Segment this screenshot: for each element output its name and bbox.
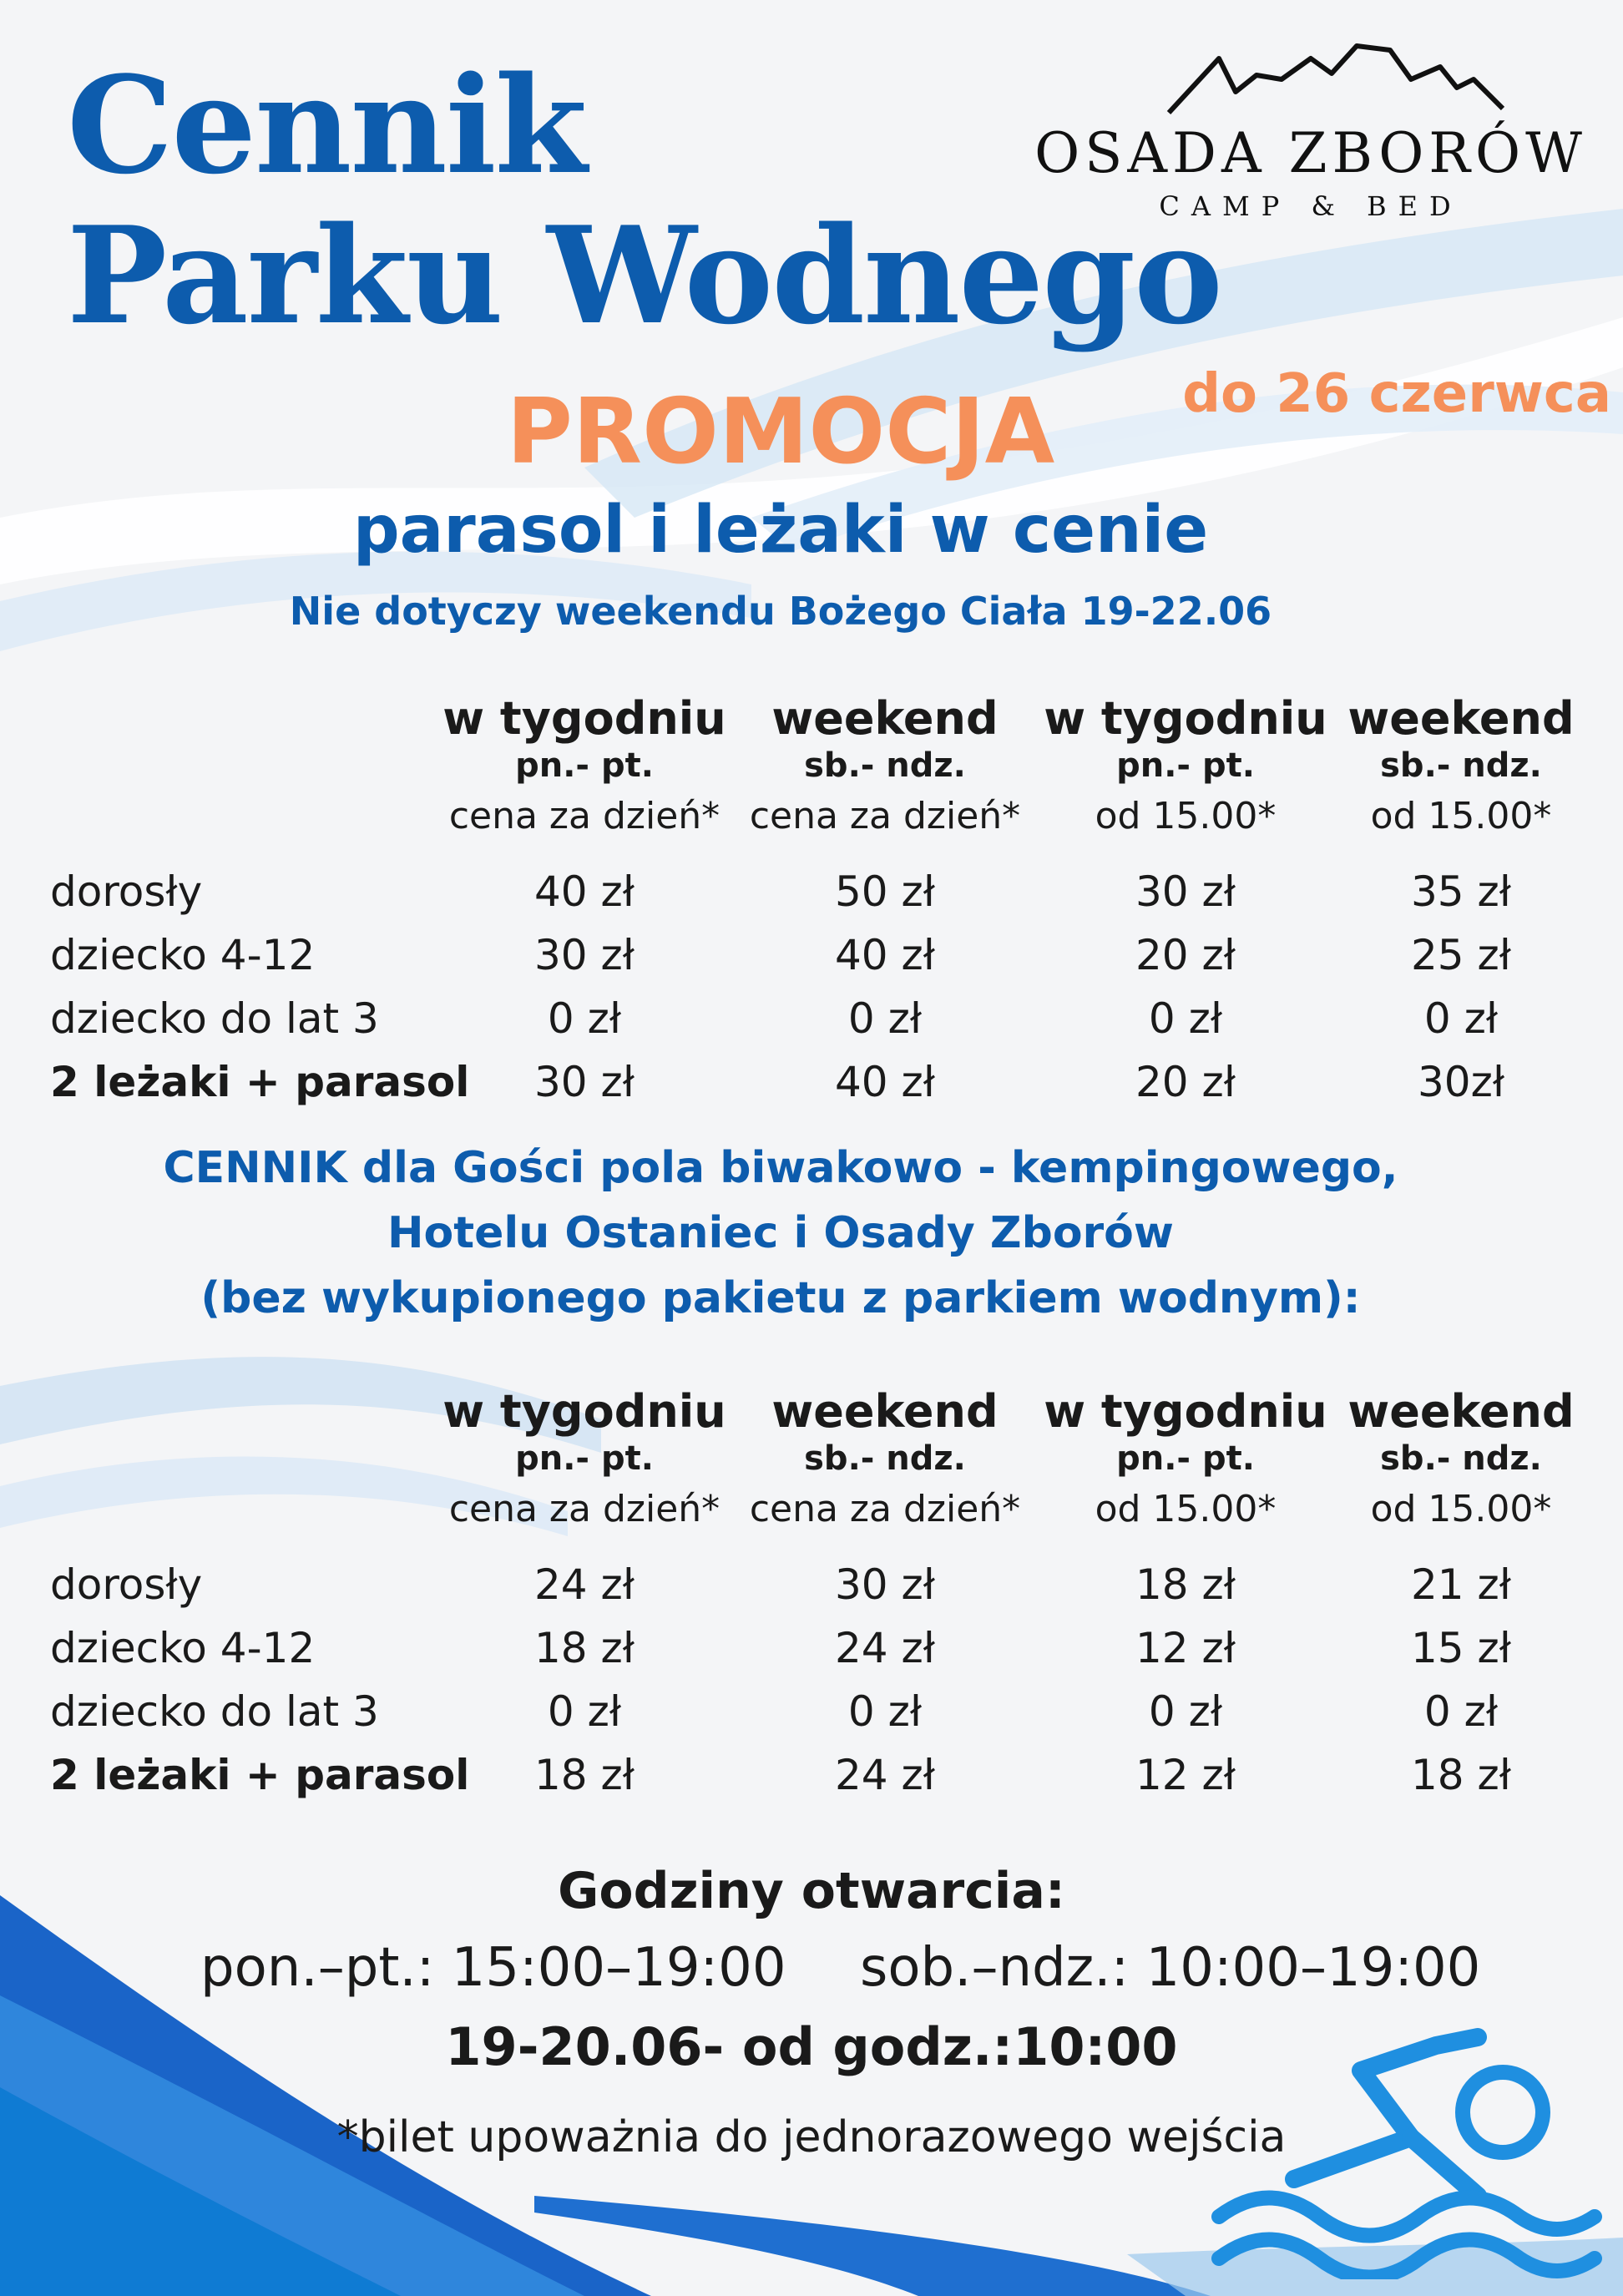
column-note: od 15.00* bbox=[1370, 1488, 1552, 1530]
mountain-logo-icon bbox=[1019, 42, 1603, 134]
page-title-line1: Cennik bbox=[67, 47, 586, 204]
row-label: dziecko 4-12 bbox=[50, 1624, 316, 1672]
row-label: dorosły bbox=[50, 1560, 203, 1609]
brand-name: OSADA ZBORÓW bbox=[1034, 121, 1587, 185]
table-header bbox=[50, 1386, 1586, 1553]
column-header bbox=[1311, 693, 1611, 842]
row-label: 2 leżaki + parasol bbox=[50, 1058, 470, 1106]
price-cell: 30 zł bbox=[835, 1560, 935, 1609]
table-row bbox=[50, 1743, 1586, 1807]
price-cell: 18 zł bbox=[1411, 1751, 1511, 1799]
swimmer-icon bbox=[1202, 2012, 1603, 2279]
table-row bbox=[50, 923, 1586, 987]
price-cell: 0 zł bbox=[1148, 994, 1223, 1043]
price-cell: 30zł bbox=[1417, 1058, 1505, 1106]
column-header bbox=[434, 693, 735, 842]
row-label: dziecko 4-12 bbox=[50, 931, 316, 979]
column-header bbox=[735, 693, 1035, 842]
column-days: pn.- pt. bbox=[515, 746, 654, 785]
hours-weekdays: pon.–pt.: 15:00–19:00 bbox=[200, 1937, 786, 1999]
column-title: w tygodniu bbox=[1044, 692, 1327, 745]
price-cell: 12 zł bbox=[1135, 1624, 1236, 1672]
column-header bbox=[1035, 1386, 1336, 1535]
price-cell: 24 zł bbox=[534, 1560, 635, 1609]
column-days: pn.- pt. bbox=[1116, 1439, 1255, 1478]
hours-weekend: sob.–ndz.: 10:00–19:00 bbox=[860, 1937, 1481, 1999]
column-days: sb.- ndz. bbox=[1380, 746, 1542, 785]
price-cell: 0 zł bbox=[847, 994, 923, 1043]
table-row bbox=[50, 1680, 1586, 1743]
price-cell: 0 zł bbox=[847, 1687, 923, 1736]
column-header bbox=[1311, 1386, 1611, 1535]
column-note: od 15.00* bbox=[1370, 795, 1552, 837]
price-cell: 40 zł bbox=[835, 1058, 935, 1106]
column-note: cena za dzień* bbox=[749, 795, 1021, 837]
price-cell: 30 zł bbox=[1135, 867, 1236, 916]
table-row bbox=[50, 1553, 1586, 1616]
hours-title: Godziny otwarcia: bbox=[558, 1862, 1065, 1920]
column-note: od 15.00* bbox=[1095, 795, 1277, 837]
column-note: od 15.00* bbox=[1095, 1488, 1277, 1530]
column-days: sb.- ndz. bbox=[804, 746, 966, 785]
column-title: w tygodniu bbox=[1044, 1385, 1327, 1438]
guests-section-line1: CENNIK dla Gości pola biwakowo - kempingowego, bbox=[163, 1143, 1398, 1193]
table-row bbox=[50, 1050, 1586, 1114]
price-cell: 18 zł bbox=[534, 1751, 635, 1799]
price-cell: 35 zł bbox=[1411, 867, 1511, 916]
price-table-public bbox=[50, 693, 1586, 1114]
price-cell: 0 zł bbox=[1423, 994, 1499, 1043]
table-header bbox=[50, 693, 1586, 860]
price-cell: 20 zł bbox=[1135, 931, 1236, 979]
row-label: 2 leżaki + parasol bbox=[50, 1751, 470, 1799]
column-title: weekend bbox=[771, 1385, 999, 1438]
price-table-guests bbox=[50, 1386, 1586, 1807]
table-row bbox=[50, 987, 1586, 1050]
price-cell: 24 zł bbox=[835, 1751, 935, 1799]
column-days: pn.- pt. bbox=[515, 1439, 654, 1478]
price-cell: 12 zł bbox=[1135, 1751, 1236, 1799]
column-title: w tygodniu bbox=[442, 692, 726, 745]
table-row bbox=[50, 1616, 1586, 1680]
column-header bbox=[434, 1386, 735, 1535]
price-cell: 18 zł bbox=[1135, 1560, 1236, 1609]
table-row bbox=[50, 860, 1586, 923]
price-cell: 0 zł bbox=[547, 994, 622, 1043]
column-title: weekend bbox=[1347, 1385, 1575, 1438]
promo-until: do 26 czerwca bbox=[1182, 363, 1611, 425]
price-cell: 15 zł bbox=[1411, 1624, 1511, 1672]
price-cell: 50 zł bbox=[835, 867, 935, 916]
column-note: cena za dzień* bbox=[448, 795, 720, 837]
price-cell: 40 zł bbox=[534, 867, 635, 916]
guests-section-line3: (bez wykupionego pakietu z parkiem wodnym): bbox=[200, 1273, 1361, 1323]
column-title: w tygodniu bbox=[442, 1385, 726, 1438]
promo-subtitle: parasol i leżaki w cenie bbox=[352, 493, 1209, 568]
price-cell: 24 zł bbox=[835, 1624, 935, 1672]
price-cell: 40 zł bbox=[835, 931, 935, 979]
price-cell: 0 zł bbox=[1148, 1687, 1223, 1736]
column-header bbox=[735, 1386, 1035, 1535]
hours-special: 19-20.06- od godz.:10:00 bbox=[445, 2016, 1178, 2077]
price-cell: 20 zł bbox=[1135, 1058, 1236, 1106]
column-note: cena za dzień* bbox=[448, 1488, 720, 1530]
price-cell: 21 zł bbox=[1411, 1560, 1511, 1609]
column-header bbox=[1035, 693, 1336, 842]
price-cell: 30 zł bbox=[534, 931, 635, 979]
row-label: dziecko do lat 3 bbox=[50, 994, 379, 1043]
column-days: sb.- ndz. bbox=[804, 1439, 966, 1478]
column-note: cena za dzień* bbox=[749, 1488, 1021, 1530]
column-days: pn.- pt. bbox=[1116, 746, 1255, 785]
promo-note: Nie dotyczy weekendu Bożego Ciała 19-22.06 bbox=[289, 589, 1272, 634]
row-label: dorosły bbox=[50, 867, 203, 916]
column-title: weekend bbox=[771, 692, 999, 745]
guests-section-line2: Hotelu Ostaniec i Osady Zborów bbox=[387, 1208, 1174, 1258]
column-title: weekend bbox=[1347, 692, 1575, 745]
price-cell: 18 zł bbox=[534, 1624, 635, 1672]
column-days: sb.- ndz. bbox=[1380, 1439, 1542, 1478]
price-cell: 25 zł bbox=[1411, 931, 1511, 979]
page-title-line2: Parku Wodnego bbox=[67, 197, 1221, 354]
promo-label: PROMOCJA bbox=[506, 380, 1055, 484]
price-cell: 30 zł bbox=[534, 1058, 635, 1106]
brand-logo bbox=[1019, 42, 1603, 234]
brand-tagline: CAMP & BED bbox=[1159, 190, 1463, 222]
ticket-footnote: *bilet upoważnia do jednorazowego wejścia bbox=[336, 2112, 1287, 2162]
price-cell: 0 zł bbox=[547, 1687, 622, 1736]
price-cell: 0 zł bbox=[1423, 1687, 1499, 1736]
row-label: dziecko do lat 3 bbox=[50, 1687, 379, 1736]
